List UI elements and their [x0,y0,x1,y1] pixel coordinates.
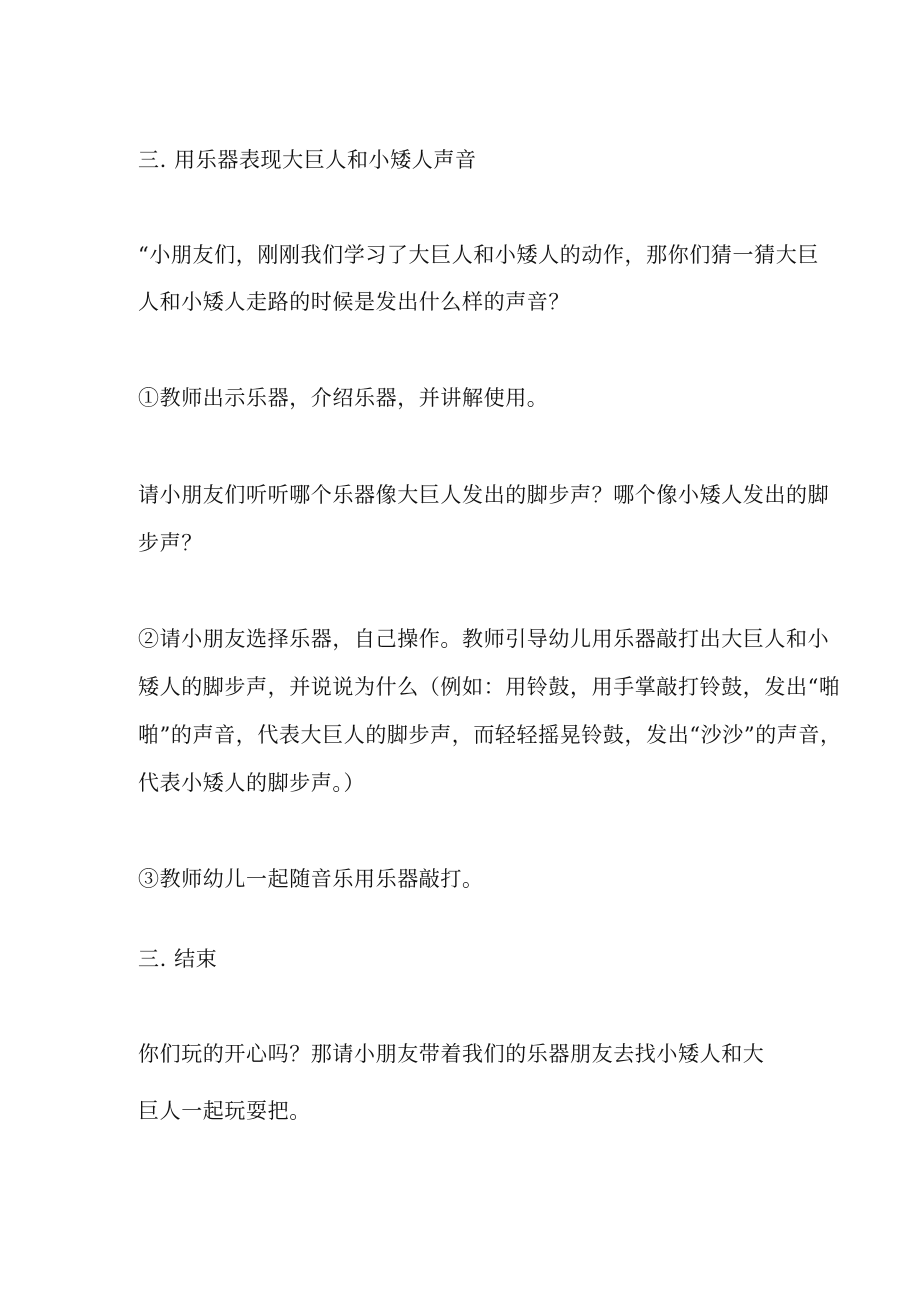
paragraph-line: ②请小朋友选择乐器，自己操作。教师引导幼儿用乐器敲打出大巨人和小 [138,627,830,651]
paragraph-line: 巨人一起玩耍把。 [138,1099,311,1123]
paragraph-line: 矮人的脚步声，并说说为什么（例如：用铃鼓，用手掌敲打铃鼓，发出“啪 [138,675,841,699]
section-heading-instruments: 三. 用乐器表现大巨人和小矮人声音 [138,148,477,172]
paragraph-line: ①教师出示乐器，介绍乐器，并讲解使用。 [138,386,549,410]
section-heading-end: 三. 结束 [138,947,218,971]
paragraph-line: 人和小矮人走路的时候是发出什么样的声音？ [138,290,570,314]
paragraph-line: 代表小矮人的脚步声。） [138,771,366,795]
paragraph-line: 请小朋友们听听哪个乐器像大巨人发出的脚步声？哪个像小矮人发出的脚 [138,483,830,507]
paragraph-line: 步声？ [138,531,203,555]
paragraph-line: “小朋友们，刚刚我们学习了大巨人和小矮人的动作，那你们猜一猜大巨 [138,243,819,267]
paragraph-line: 你们玩的开心吗？那请小朋友带着我们的乐器朋友去找小矮人和大 [138,1042,765,1066]
paragraph-line: 啪”的声音，代表大巨人的脚步声，而轻轻摇晃铃鼓，发出“沙沙”的声音， [138,723,842,747]
paragraph-line: ③教师幼儿一起随音乐用乐器敲打。 [138,867,484,891]
